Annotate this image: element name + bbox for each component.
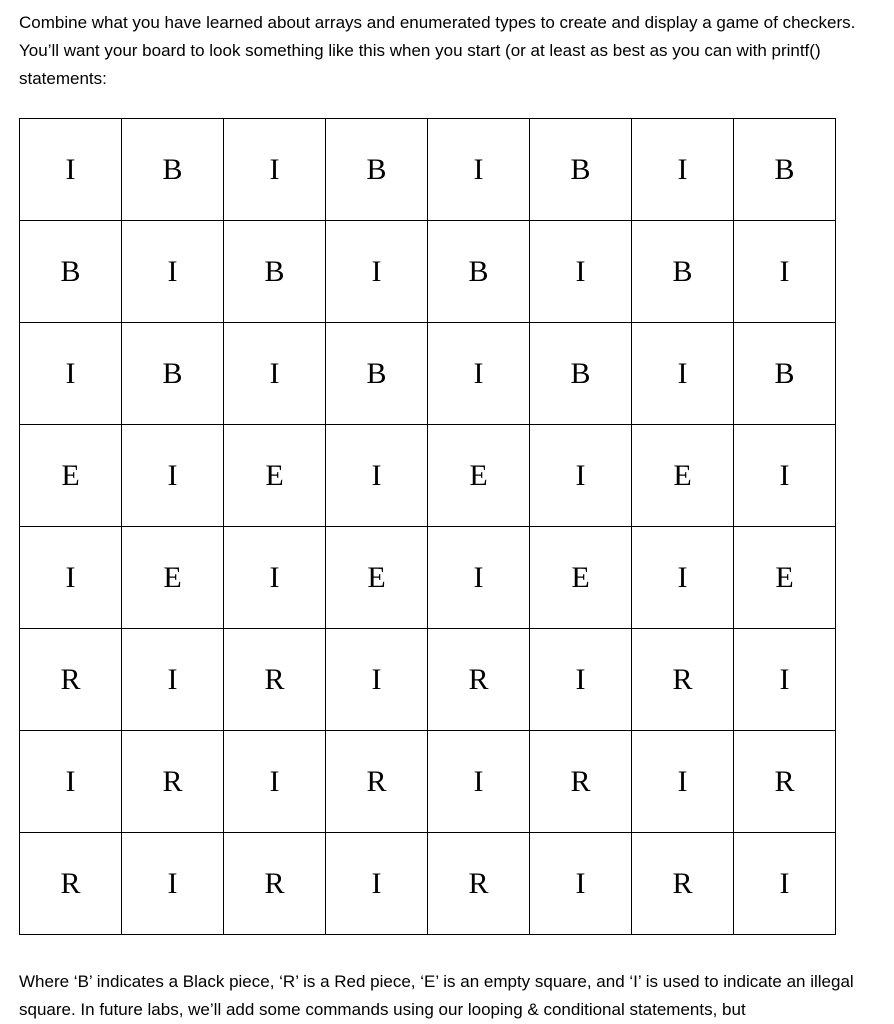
board-cell: I (530, 629, 632, 731)
board-cell: I (20, 323, 122, 425)
board-cell: I (326, 833, 428, 935)
board-cell: I (224, 731, 326, 833)
board-cell: B (428, 221, 530, 323)
board-cell: I (632, 527, 734, 629)
board-cell: R (326, 731, 428, 833)
board-cell: I (530, 221, 632, 323)
board-cell: R (530, 731, 632, 833)
board-cell: I (428, 323, 530, 425)
board-cell: I (20, 119, 122, 221)
board-cell: I (428, 731, 530, 833)
board-cell: I (428, 119, 530, 221)
board-row (20, 629, 836, 731)
board-cell: I (326, 629, 428, 731)
checkers-board (19, 118, 836, 935)
board-cell: R (122, 731, 224, 833)
board-cell: I (20, 731, 122, 833)
board-cell: B (734, 119, 836, 221)
board-cell: R (224, 629, 326, 731)
board-cell: I (122, 425, 224, 527)
board-cell: I (224, 119, 326, 221)
board-cell: B (122, 323, 224, 425)
board-cell: B (530, 323, 632, 425)
board-cell: B (224, 221, 326, 323)
board-cell: E (734, 527, 836, 629)
board-cell: R (632, 833, 734, 935)
board-cell: I (632, 119, 734, 221)
board-cell: I (326, 425, 428, 527)
board-cell: I (20, 527, 122, 629)
board-cell: R (428, 833, 530, 935)
board-cell: I (734, 425, 836, 527)
board-cell: I (122, 629, 224, 731)
board-cell: I (326, 221, 428, 323)
board-cell: R (428, 629, 530, 731)
board-cell: E (428, 425, 530, 527)
board-cell: E (326, 527, 428, 629)
board-cell: R (224, 833, 326, 935)
board-cell: E (122, 527, 224, 629)
board-cell: I (530, 425, 632, 527)
board-cell: E (20, 425, 122, 527)
board-cell: I (734, 833, 836, 935)
board-row (20, 425, 836, 527)
board-cell: I (224, 323, 326, 425)
board-cell: I (122, 221, 224, 323)
board-row (20, 221, 836, 323)
board-cell: B (326, 323, 428, 425)
board-cell: I (122, 833, 224, 935)
board-cell: B (734, 323, 836, 425)
board-cell: I (428, 527, 530, 629)
board-cell: I (224, 527, 326, 629)
board-cell: I (734, 221, 836, 323)
board-cell: R (632, 629, 734, 731)
board-cell: R (20, 629, 122, 731)
board-cell: E (632, 425, 734, 527)
board-cell: I (734, 629, 836, 731)
board-row (20, 833, 836, 935)
board-cell: I (632, 731, 734, 833)
outro-paragraph: Where ‘B’ indicates a Black piece, ‘R’ is a Red piece, ‘E’ is an empty square, and ‘I’ is used to indicate an illegal square. In future labs, we’ll add some commands using our looping & conditional statements, but (19, 972, 854, 1019)
board-row (20, 527, 836, 629)
board-row (20, 323, 836, 425)
board-cell: E (224, 425, 326, 527)
board-cell: E (530, 527, 632, 629)
board-cell: B (632, 221, 734, 323)
board-cell: I (530, 833, 632, 935)
intro-paragraph: Combine what you have learned about arrays and enumerated types to create and display a game of checkers. You’ll want your board to look something like this when you start (or at least as best as you can with printf() statements: (19, 13, 856, 88)
board-cell: I (632, 323, 734, 425)
board-cell: B (20, 221, 122, 323)
board-cell: B (326, 119, 428, 221)
board-row (20, 119, 836, 221)
board-cell: R (20, 833, 122, 935)
board-cell: B (122, 119, 224, 221)
board-row (20, 731, 836, 833)
board-cell: B (530, 119, 632, 221)
board-cell: R (734, 731, 836, 833)
